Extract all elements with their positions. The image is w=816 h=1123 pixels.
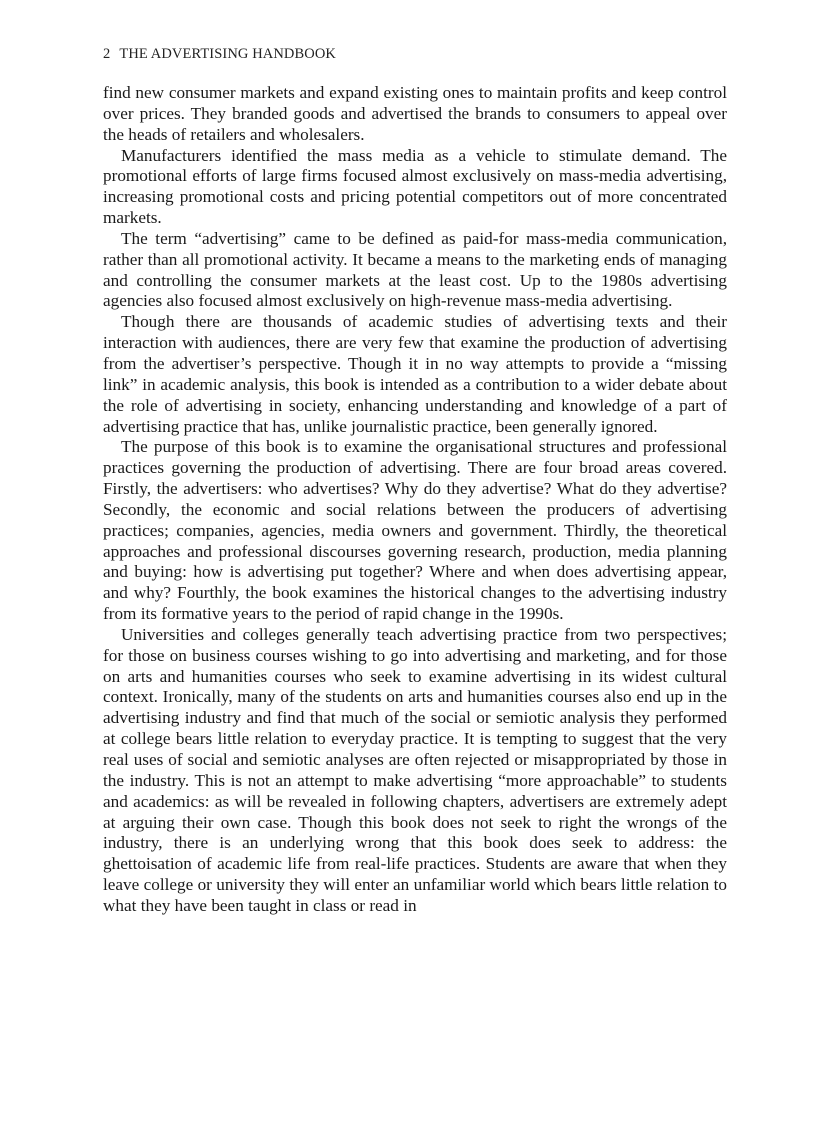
body-text (103, 83, 727, 917)
running-head (103, 46, 336, 63)
paragraph: The purpose of this book is to examine the organisational structures and professional practices governing the production of advertising. There are four broad areas covered. Firstly, the advertisers: who advertises? Why do they advertise? What do they advertise? Secondly, the economic and social relations between the producers of advertising practices; companies, agencies, media owners and government. Thirdly, the theoretical approaches and professional discourses governing research, production, media planning and buying: how is advertising put together? Where and when does advertising appear, and why? Fourthly, the book examines the historical changes to the advertising industry from its formative years to the period of rapid change in the 1990s. (103, 437, 727, 624)
paragraph: Universities and colleges generally teach advertising practice from two perspectives; for those on business courses wishing to go into advertising and marketing, and for those on arts and humanities courses who seek to examine advertising in its widest cultural context. Ironically, many of the students on arts and humanities courses also end up in the advertising industry and find that much of the social or semiotic analysis they performed at college bears little relation to everyday practice. It is tempting to suggest that the very real uses of social and semiotic analyses are often rejected or misappropriated by those in the industry. This is not an attempt to make advertising “more approachable” to students and academics: as will be revealed in following chapters, advertisers are extremely adept at arguing their own case. Though this book does not seek to right the wrongs of the industry, there is an underlying wrong that this book does seek to address: the ghettoisation of academic life from real-life practices. Students are aware that when they leave college or university they will enter an unfamiliar world which bears little relation to what they have been taught in class or read in (103, 624, 727, 915)
paragraph: Though there are thousands of academic studies of advertising texts and their interaction with audiences, there are very few that examine the production of advertising from the advertiser’s perspective. Though it in no way attempts to provide a “missing link” in academic analysis, this book is intended as a contribution to a wider debate about the role of advertising in society, enhancing understanding and knowledge of a part of advertising practice that has, unlike journalistic practice, been generally ignored. (103, 312, 727, 436)
paragraph: The term “advertising” came to be defined as paid-for mass-media communication, rather than all promotional activity. It became a means to the marketing ends of managing and controlling the consumer markets at the least cost. Up to the 1980s advertising agencies also focused almost exclusively on high-revenue mass-media advertising. (103, 228, 727, 311)
book-title: THE ADVERTISING HANDBOOK (119, 46, 336, 62)
paragraph: Manufacturers identified the mass media as a vehicle to stimulate demand. The promotional efforts of large firms focused almost exclusively on mass-media advertising, increasing promotional costs and pricing potential competitors out of more concentrated markets. (103, 145, 727, 228)
paragraph-continued: find new consumer markets and expand existing ones to maintain profits and keep control over prices. They branded goods and advertised the brands to consumers to appeal over the heads of retailers and wholesalers. (103, 83, 727, 144)
page-number: 2 (103, 46, 111, 62)
